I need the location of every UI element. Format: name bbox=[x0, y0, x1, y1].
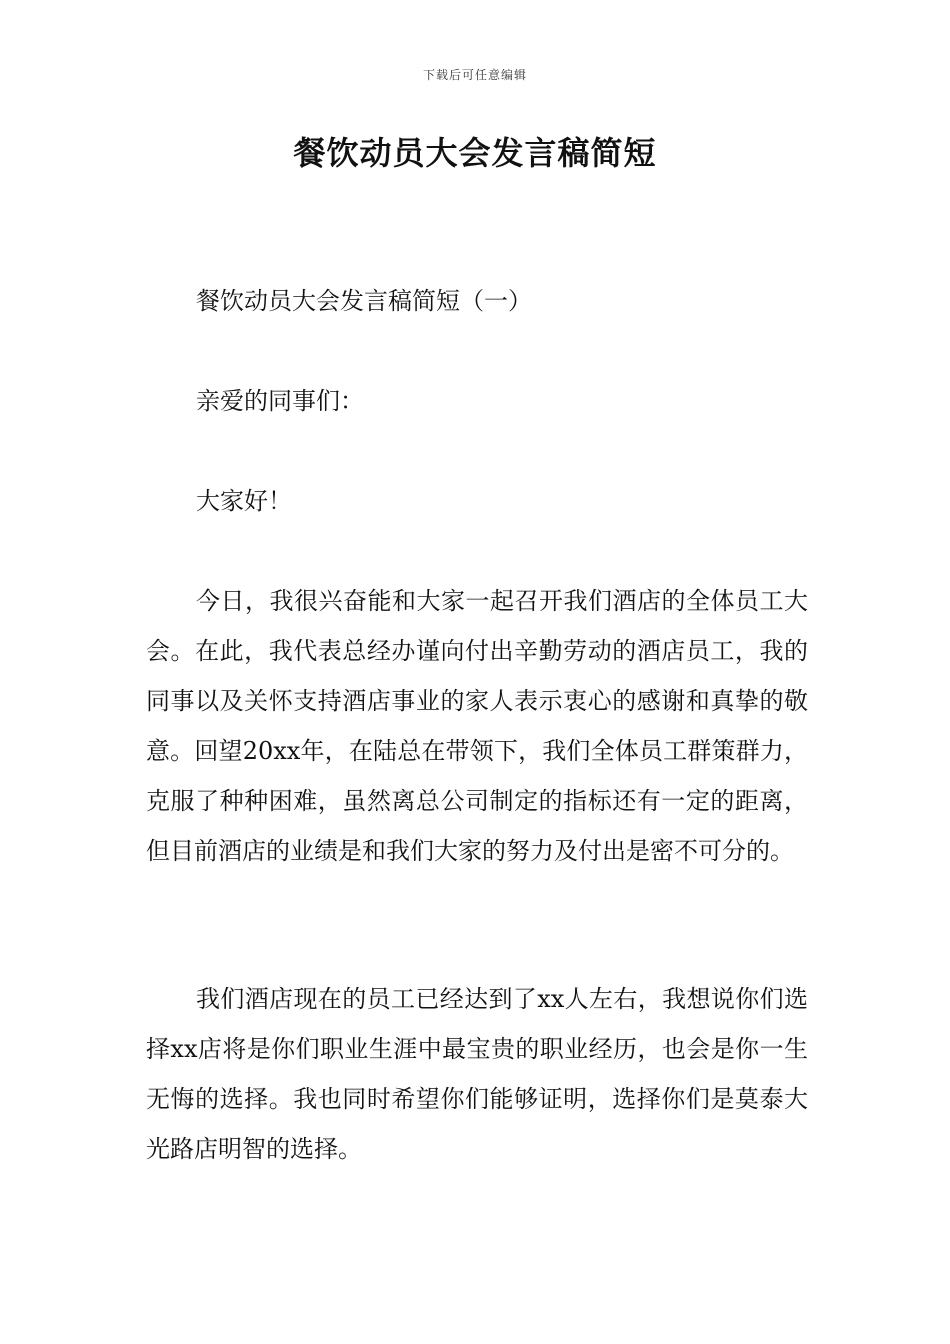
greeting: 大家好！ bbox=[196, 487, 292, 515]
body-paragraph-2: 我们酒店现在的员工已经达到了xx人左右，我想说你们选择xx店将是你们职业生涯中最宝贵的职业经历，也会是你一生无悔的选择。我也同时希望你们能够证明，选择你们是莫泰大光路店明智的选择。 bbox=[146, 985, 808, 1163]
body-paragraph-1: 今日，我很兴奋能和大家一起召开我们酒店的全体员工大会。在此，我代表总经办谨向付出辛勤劳动的酒店员工，我的同事以及关怀支持酒店事业的家人表示衷心的感谢和真挚的敬意。回望20xx年，在陆总在带领下，我们全体员工群策群力，克服了种种困难，虽然离总公司制定的指标还有一定的距离，但目前酒店的业绩是和我们大家的努力及付出是密不可分的。 bbox=[146, 587, 808, 865]
header-note: 下载后可任意编辑 bbox=[422, 68, 527, 82]
salutation: 亲爱的同事们： bbox=[196, 387, 364, 415]
document-title: 餐饮动员大会发言稿简短 bbox=[293, 134, 657, 172]
section-heading: 餐饮动员大会发言稿简短（一） bbox=[196, 287, 532, 315]
